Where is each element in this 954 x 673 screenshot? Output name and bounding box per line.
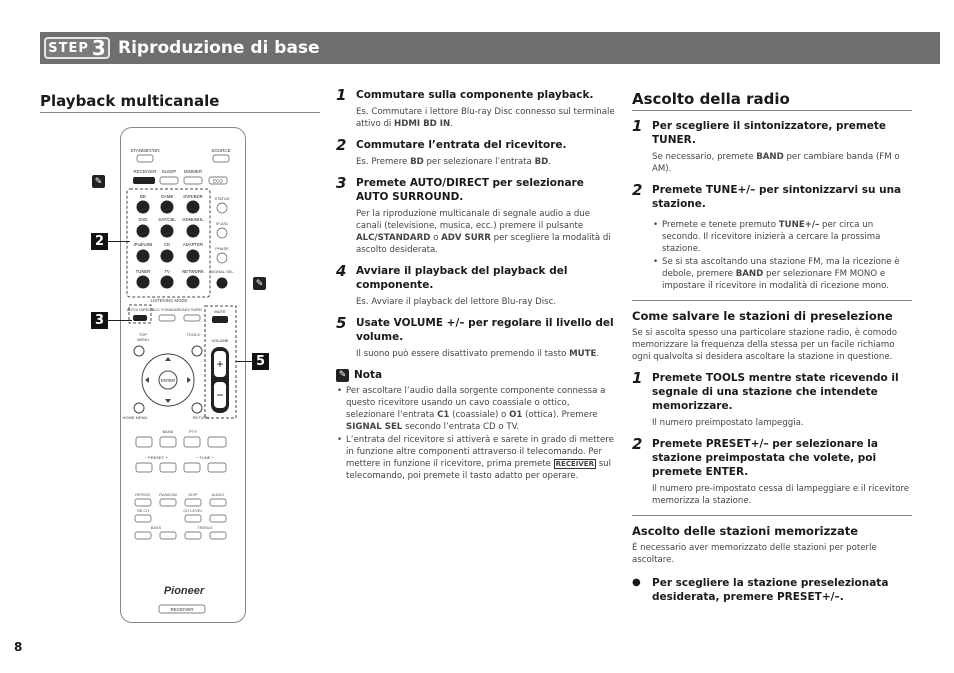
eco-label: ECO	[213, 178, 223, 184]
alcstandard-label: ALC/ STANDARD	[151, 308, 183, 312]
step-desc: Il numero pre-impostato cessa di lampeggiare e il ricevitore memorizza la stazione.	[652, 484, 910, 506]
autodirect-label: AUTO/ DIRECT	[126, 308, 154, 312]
note-title: Nota	[354, 369, 383, 381]
preset-down-button	[136, 463, 152, 472]
ipadusb-label: iPod/USB	[133, 242, 153, 247]
advsurr-label: ADV SURR	[182, 308, 202, 312]
tuner-button	[137, 276, 150, 289]
bd-label: BD	[140, 194, 146, 199]
pioneer-logo: Pioneer	[163, 585, 205, 597]
step-number: 4	[336, 262, 347, 280]
listen-bullet: ● Per scegliere la stazione preselezionata desiderata, premere PRESET+/–.	[632, 577, 889, 603]
preset-label: − PRESET +	[144, 455, 168, 460]
standby-label: STANDBY/ON	[130, 148, 160, 153]
hdmimhl-button	[187, 225, 200, 238]
autodirect-button	[133, 315, 147, 321]
section-title-radio: Ascolto della radio	[632, 90, 790, 108]
volume-label: VOLUME	[211, 338, 229, 343]
step-title: Per scegliere il sintonizzatore, premete TUNER.	[652, 120, 887, 146]
dimmer-label: DIMMER	[183, 169, 203, 174]
disp-label: DISP	[188, 492, 198, 497]
dvrbdr-label: DVR/BDR	[183, 194, 203, 199]
enter-label: ENTER	[160, 378, 176, 383]
step-logo	[44, 37, 110, 59]
step-bullet: • Premete e tenete premuto TUNE+/– per circa un secondo. Il ricevitore inizierà a cercare la prossima stazione.	[652, 219, 912, 255]
signalsel-label: SIGNAL SEL	[210, 269, 234, 274]
tools-label: TOOLS	[186, 332, 200, 337]
bass-up-button	[160, 532, 176, 539]
bass-down-button	[135, 532, 151, 539]
note-pen-icon: ✎	[92, 175, 105, 188]
source-label: SOURCE	[211, 148, 231, 153]
step-1	[336, 88, 618, 130]
dvd-label: DVD	[138, 217, 148, 222]
home-button	[134, 403, 144, 413]
standby-button	[137, 155, 153, 162]
tuner-label: TUNER	[135, 269, 151, 274]
status-button	[217, 203, 227, 213]
step-5	[336, 316, 618, 360]
callout-2: 2	[91, 233, 108, 250]
ipad-label: iP-A/D	[216, 221, 228, 226]
sleep-button	[160, 177, 178, 184]
audio-label: AUDIO	[211, 492, 225, 497]
adapter-label: ADAPTER	[182, 242, 204, 247]
advsurr-button	[184, 315, 200, 321]
adapter-button	[187, 250, 200, 263]
bd-button	[137, 201, 150, 214]
right-column	[632, 92, 912, 604]
tv-label: TV	[164, 269, 170, 274]
section-title-playback: Playback multicanale	[40, 92, 220, 110]
chlevel-label: CH LEVEL	[183, 508, 203, 513]
treble-down-button	[185, 532, 201, 539]
dimmer-button	[184, 177, 202, 184]
tv-button	[161, 276, 174, 289]
receiver-button	[133, 177, 155, 184]
band-label: BAND	[162, 429, 174, 434]
leader-line	[108, 241, 130, 242]
repeat-label: REPEAT	[135, 492, 151, 497]
step-number: 3	[336, 174, 347, 192]
stop-button	[184, 437, 200, 447]
step-desc: Se necessario, premete BAND per cambiare banda (FM o AM).	[652, 152, 900, 174]
step-title: Premete PRESET+/– per selezionare la stazione preimpostata che volete, poi premete ENTER.	[652, 438, 878, 478]
leader-line	[108, 320, 132, 321]
middle-column	[336, 80, 618, 482]
radio-step-1: 1 Per scegliere il sintonizzatore, premete TUNER. Se necessario, premete BAND per cambiare banda (FM o AM).	[632, 119, 912, 175]
cd-label: CD	[163, 242, 171, 247]
step-desc: Es. Avviare il playback del lettore Blu-ray Disc.	[356, 297, 557, 307]
receiver-bottom-label: RECEIVER	[170, 607, 194, 612]
step-3	[336, 176, 618, 256]
play-button	[160, 437, 176, 447]
game-label: GAME	[160, 194, 174, 199]
leader-line	[236, 361, 252, 362]
divider	[632, 515, 912, 516]
step-desc: Es. Premere BD per selezionare l’entrata BD.	[356, 157, 551, 167]
step-desc: Es. Commutare i lettore Blu-ray Disc connesso sul terminale attivo di HDMI BD IN.	[356, 107, 615, 129]
note-pen-icon: ✎	[253, 277, 266, 290]
save-intro: Se si ascolta spesso una particolare stazione radio, è comodo memorizzare la frequenza della stessa per un facile richiamo ogni qualvolta si desidera ascoltare la stazione in questione.	[632, 328, 898, 362]
home-label: HOME MENU	[122, 415, 148, 420]
receiver-key-icon: RECEIVER	[555, 460, 594, 468]
note-item: • Per ascoltare l’audio dalla sorgente componente connessa a questo ricevitore usando un cavo coassiale o ottico, selezionare l’entrata C1 (coassiale) o O1 (ottica). Premere SIGNAL SEL secondo l’entrata CD o TV.	[336, 385, 618, 433]
random-button	[160, 499, 176, 506]
listen-intro: È necessario aver memorizzato delle stazioni per poterle ascoltare.	[632, 543, 877, 565]
satcbl-label: SAT/CBL	[158, 217, 176, 222]
hdmimhl-label: HDMI/MHL	[182, 217, 204, 222]
callout-5: 5	[252, 353, 269, 370]
step-title: Commutare sulla componente playback.	[356, 89, 594, 101]
step-2	[336, 138, 618, 168]
top-label: TOP	[138, 332, 148, 337]
ipad-button	[217, 228, 227, 238]
alcstandard-button	[159, 315, 175, 321]
step-title: Premete TOOLS mentre state ricevendo il segnale di una stazione che intendete memorizzare.	[652, 372, 899, 412]
status-label: STATUS	[214, 196, 230, 201]
sbch-label: SB CH	[136, 508, 150, 513]
return-label: RETURN	[192, 415, 210, 420]
step-title: Premete TUNE+/– per sintonizzarvi su una stazione.	[652, 184, 902, 210]
return-button	[192, 403, 202, 413]
audio-button	[210, 499, 226, 506]
step-title: Usate VOLUME +/– per regolare il livello del volume.	[356, 317, 614, 343]
step-number: 1	[336, 86, 347, 104]
plus-icon: +	[216, 357, 224, 371]
satcbl-button	[161, 225, 174, 238]
receiver-label: RECEIVER	[133, 169, 157, 174]
callout-3: 3	[91, 312, 108, 329]
dvd-button	[137, 225, 150, 238]
chlevel-up-button	[210, 515, 226, 522]
random-label: RANDOM	[159, 492, 177, 497]
preset-up-button	[160, 463, 176, 472]
bullet-icon: ●	[632, 577, 641, 588]
step-word: STEP	[48, 40, 89, 56]
treble-up-button	[210, 532, 226, 539]
tools-button	[192, 346, 202, 356]
step-title: Avviare il playback del playback del componente.	[356, 265, 568, 291]
divider	[632, 300, 912, 301]
step-title: Commutare l’entrata del ricevitore.	[356, 139, 567, 151]
step-desc: Il suono può essere disattivato premendo il tasto MUTE.	[356, 349, 600, 359]
remote-control-illustration	[120, 127, 246, 623]
step-number: 2	[336, 136, 347, 154]
pty-label: PTY	[189, 429, 197, 434]
phase-label: PHASE	[215, 246, 229, 251]
step-4	[336, 264, 618, 308]
subsection-title-listen: Ascolto delle stazioni memorizzate	[632, 524, 859, 538]
dvrbdr-button	[187, 201, 200, 214]
network-button	[187, 276, 200, 289]
note-box	[336, 368, 618, 482]
sbch-button	[135, 515, 151, 522]
cd-button	[161, 250, 174, 263]
page-number: 8	[14, 640, 23, 654]
listening-mode-label: LISTENING MODE	[150, 298, 188, 303]
treble-label: TREBLE	[197, 525, 213, 530]
source-button	[213, 155, 229, 162]
menu-label: MENU	[137, 337, 149, 342]
save-step-1: 1 Premete TOOLS mentre state ricevendo il segnale di una stazione che intendete memorizzare. Il numero preimpostato lampeggia.	[632, 371, 912, 429]
phase-button	[217, 253, 227, 263]
chlevel-down-button	[185, 515, 201, 522]
repeat-button	[135, 499, 151, 506]
step-bullet: • Se si sta ascoltando una stazione FM, ma la ricezione è debole, premere BAND per selezionare FM MONO e impostare il ricevitore in modalità di ricezione mono.	[652, 256, 912, 292]
tune-up-button	[208, 463, 226, 472]
network-label: NETWORK	[182, 269, 204, 274]
sleep-label: SLEEP	[161, 169, 177, 174]
step-title: Premete AUTO/DIRECT per selezionare AUTO SURROUND.	[356, 177, 584, 203]
tune-label: − TUNE +	[196, 455, 214, 460]
step-desc: Per la riproduzione multicanale di segnale audio a due canali (televisione, musica, ecc.) premere il pulsante ALC/STANDARD o ADV SURR per scegliere la modalità di ascolto desiderata.	[356, 209, 611, 255]
divider	[40, 112, 320, 113]
mute-button	[212, 316, 228, 323]
page-title: Riproduzione di base	[118, 38, 320, 58]
tune-down-button	[184, 463, 200, 472]
top-menu-button	[134, 346, 144, 356]
step-desc: Il numero preimpostato lampeggia.	[652, 418, 804, 428]
remote-drawing	[121, 128, 247, 624]
subsection-title-save: Come salvare le stazioni di preselezione	[632, 309, 893, 323]
disp-button	[185, 499, 201, 506]
note-pen-icon: ✎	[336, 369, 349, 382]
skip-button	[208, 437, 226, 447]
game-button	[161, 201, 174, 214]
ipadusb-button	[137, 250, 150, 263]
step-number: 3	[91, 36, 106, 60]
minus-icon: −	[216, 388, 224, 402]
divider	[632, 110, 912, 111]
signalsel-button	[217, 278, 228, 289]
save-step-2: 2 Premete PRESET+/– per selezionare la stazione preimpostata che volete, poi premete ENTER. Il numero pre-impostato cessa di lampeggiare e il ricevitore memorizza la stazione.	[632, 437, 912, 507]
step-number: 5	[336, 314, 347, 332]
note-item: • L’entrata del ricevitore si attiverà e sarete in grado di mettere in funzione altre componenti attraverso il telecomando. Per mettere in funzione il ricevitore, prima premete RECEIVER sul telecomando, poi premete il tasto adatto per operare.	[336, 434, 618, 482]
radio-step-2: 2 Premete TUNE+/– per sintonizzarvi su una stazione. • Premete e tenete premuto TUNE+/– per circa un secondo. Il ricevitore inizierà a cercare la prossima stazione. • Se si sta ascoltando una stazione FM, ma la ricezione è debole, premere BAND per selezionare FM MONO e impostare il ricevitore in modalità di ricezione mono.	[632, 183, 912, 292]
mute-label: MUTE	[214, 309, 226, 314]
pause-button	[136, 437, 152, 447]
bass-label: BASS	[150, 525, 162, 530]
